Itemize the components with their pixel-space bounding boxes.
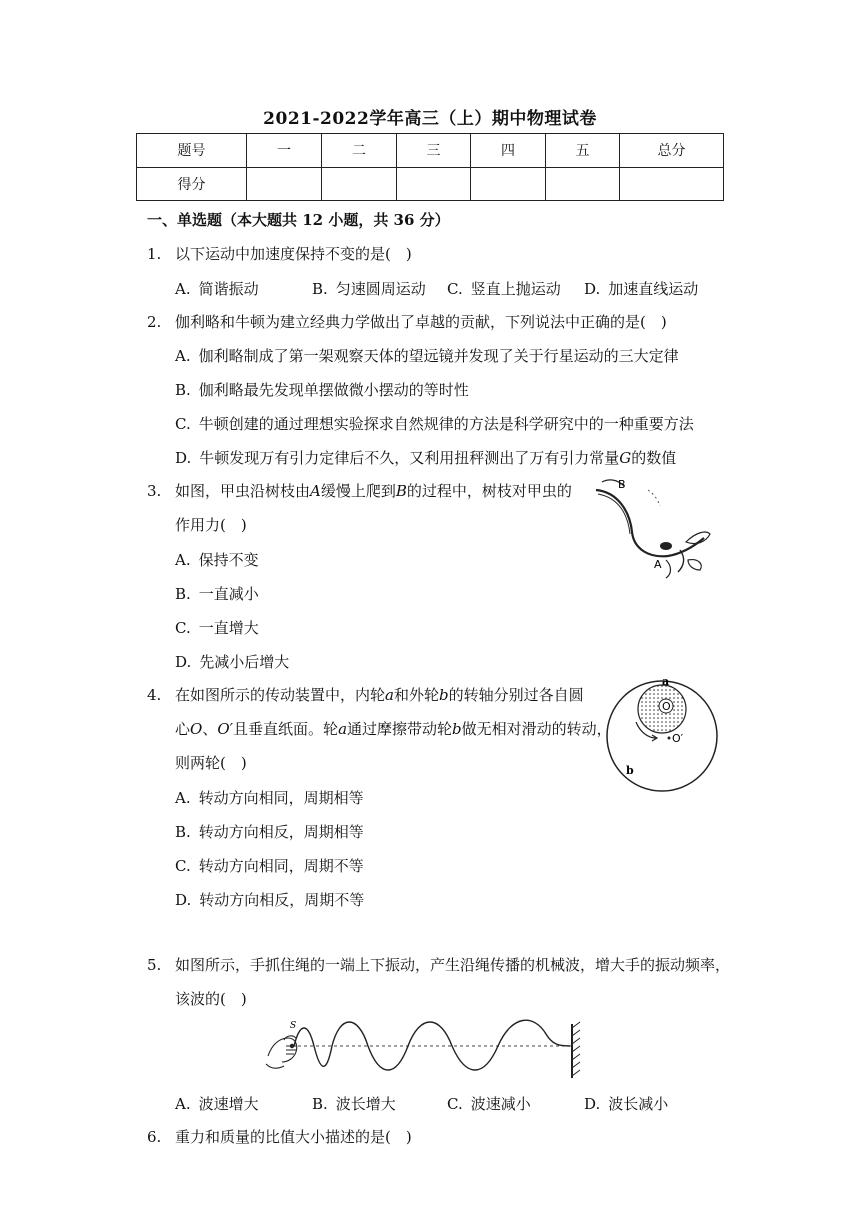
score-header-cell: 一	[247, 134, 322, 168]
score-cell	[397, 167, 471, 201]
question-stem: 以下运动中加速度保持不变的是( )	[175, 245, 412, 263]
question-stem-line2: 作用力( )	[175, 516, 247, 534]
option-a	[175, 549, 259, 570]
score-header-cell: 三	[397, 134, 471, 168]
question-number: 4.	[147, 686, 162, 704]
score-table	[136, 133, 724, 201]
score-cell	[620, 167, 724, 201]
stem-text: 的过程中，树枝对甲虫的	[406, 482, 572, 500]
option-text: 波速增大	[198, 1095, 259, 1113]
figure-label-s: S	[290, 1021, 297, 1031]
option-d	[175, 889, 364, 910]
question-stem-line2: 该波的( )	[175, 990, 247, 1008]
stem-text: 做无相对滑动的转动，	[461, 720, 612, 738]
option-a	[175, 278, 259, 299]
branch-beetle-figure	[588, 472, 718, 582]
question-stem-line2	[175, 719, 612, 739]
option-text: 一直增大	[198, 619, 259, 637]
option-text: 转动方向相同，周期相等	[198, 789, 364, 807]
option-b	[312, 278, 426, 299]
option-letter: D.	[584, 280, 601, 298]
option-text: 牛顿发现万有引力定律后不久，又利用扭秤测出了万有引力常量	[199, 449, 620, 467]
option-text: 转动方向相反，周期相等	[198, 823, 364, 841]
figure-label-a: a	[662, 675, 670, 688]
figure-label-b: B	[618, 478, 626, 491]
score-header-cell: 二	[322, 134, 397, 168]
option-a	[175, 1093, 259, 1114]
question-stem: 伽利略和牛顿为建立经典力学做出了卓越的贡献，下列说法中正确的是( )	[175, 313, 667, 331]
option-c	[175, 413, 694, 434]
option-letter: B.	[175, 381, 191, 399]
math-var: b	[452, 720, 462, 738]
math-var: a	[385, 686, 394, 704]
option-letter: A.	[175, 280, 191, 298]
option-text: 转动方向相反，周期不等	[199, 891, 365, 909]
score-header-cell: 总分	[620, 134, 724, 168]
option-text: 简谐振动	[198, 280, 259, 298]
option-b	[175, 821, 364, 842]
score-cell	[546, 167, 620, 201]
option-text: 竖直上抛运动	[470, 280, 561, 298]
option-text: 转动方向相同，周期不等	[198, 857, 364, 875]
math-var: G	[619, 449, 632, 467]
option-c	[175, 617, 259, 638]
option-c	[447, 278, 561, 299]
score-header-cell: 题号	[137, 134, 247, 168]
option-letter: B.	[175, 823, 191, 841]
score-table-header-row	[137, 134, 724, 168]
option-letter: C.	[447, 1095, 463, 1113]
option-b	[312, 1093, 396, 1114]
option-letter: A.	[175, 347, 191, 365]
score-cell	[471, 167, 546, 201]
stem-text: 如图，甲虫沿树枝由	[175, 482, 311, 500]
option-letter: B.	[175, 585, 191, 603]
math-var: O	[190, 720, 203, 738]
question-stem-line3: 则两轮( )	[175, 754, 247, 772]
option-text: 的数值	[631, 449, 677, 467]
question-stem: 如图所示，手抓住绳的一端上下振动，产生沿绳传播的机械波，增大手的振动频率，	[175, 956, 731, 974]
stem-text: 的转轴分别过各自圆	[448, 686, 584, 704]
option-letter: C.	[175, 415, 191, 433]
option-b	[175, 583, 259, 604]
question-stem	[175, 481, 572, 501]
option-letter: A.	[175, 1095, 191, 1113]
option-letter: B.	[312, 1095, 328, 1113]
score-cell	[247, 167, 322, 201]
math-var: A	[310, 482, 321, 500]
figure-label-o: O	[662, 700, 671, 713]
wave-line	[294, 1020, 570, 1070]
figure-label-a: A	[654, 558, 662, 571]
question-stem: 重力和质量的比值大小描述的是( )	[175, 1128, 412, 1146]
score-header-cell: 四	[471, 134, 546, 168]
option-d	[584, 278, 698, 299]
stem-text: 和外轮	[393, 686, 439, 704]
math-var: O′	[217, 720, 234, 738]
option-letter: C.	[447, 280, 463, 298]
option-b	[175, 379, 469, 400]
stem-text: 在如图所示的传动装置中，内轮	[175, 686, 386, 704]
option-letter: D.	[175, 653, 192, 671]
option-letter: C.	[175, 857, 191, 875]
option-text: 伽利略制成了第一架观察天体的望远镜并发现了关于行星运动的三大定律	[198, 347, 679, 365]
option-d	[584, 1093, 668, 1114]
math-var: B	[395, 482, 407, 500]
figure-label-o-prime: O′	[672, 732, 684, 745]
option-letter: A.	[175, 789, 191, 807]
question-number: 5.	[147, 956, 162, 974]
option-text: 先减小后增大	[199, 653, 290, 671]
score-row-label: 得分	[137, 167, 247, 201]
option-text: 保持不变	[198, 551, 259, 569]
option-letter: D.	[175, 449, 192, 467]
stem-text: 、	[202, 720, 218, 738]
rope-wave-figure	[262, 1016, 602, 1084]
option-text: 波长增大	[335, 1095, 396, 1113]
option-letter: A.	[175, 551, 191, 569]
option-a	[175, 345, 679, 366]
option-d	[175, 651, 289, 672]
math-var: a	[338, 720, 348, 738]
question-number: 6.	[147, 1128, 162, 1146]
score-header-cell: 五	[546, 134, 620, 168]
score-table-score-row	[137, 167, 724, 201]
option-d	[175, 447, 676, 468]
section-heading: 一、单选题（本大题共 12 小题，共 36 分）	[147, 211, 450, 229]
score-cell	[322, 167, 397, 201]
option-text: 波长减小	[608, 1095, 669, 1113]
stem-text: 且垂直纸面。轮	[233, 720, 339, 738]
option-letter: D.	[584, 1095, 601, 1113]
option-letter: D.	[175, 891, 192, 909]
option-a	[175, 787, 364, 808]
question-number: 1.	[147, 245, 162, 263]
option-letter: B.	[312, 280, 328, 298]
option-text: 牛顿创建的通过理想实验探求自然规律的方法是科学研究中的一种重要方法	[198, 415, 694, 433]
question-number: 3.	[147, 482, 162, 500]
math-var: b	[438, 686, 449, 704]
option-text: 伽利略最先发现单摆做微小摆动的等时性	[198, 381, 469, 399]
stem-text: 心	[175, 720, 191, 738]
stem-text: 通过摩擦带动轮	[347, 720, 453, 738]
option-c	[447, 1093, 531, 1114]
option-c	[175, 855, 364, 876]
option-text: 加速直线运动	[608, 280, 699, 298]
hand-icon	[266, 1036, 297, 1068]
option-text: 波速减小	[470, 1095, 531, 1113]
question-stem	[175, 685, 584, 705]
question-number: 2.	[147, 313, 162, 331]
figure-label-b: b	[626, 764, 634, 777]
stem-text: 缓慢上爬到	[320, 482, 396, 500]
wheels-figure	[604, 676, 720, 794]
exam-title: 2021-2022学年高三（上）期中物理试卷	[263, 109, 597, 129]
option-text: 匀速圆周运动	[335, 280, 426, 298]
option-text: 一直减小	[198, 585, 259, 603]
option-letter: C.	[175, 619, 191, 637]
